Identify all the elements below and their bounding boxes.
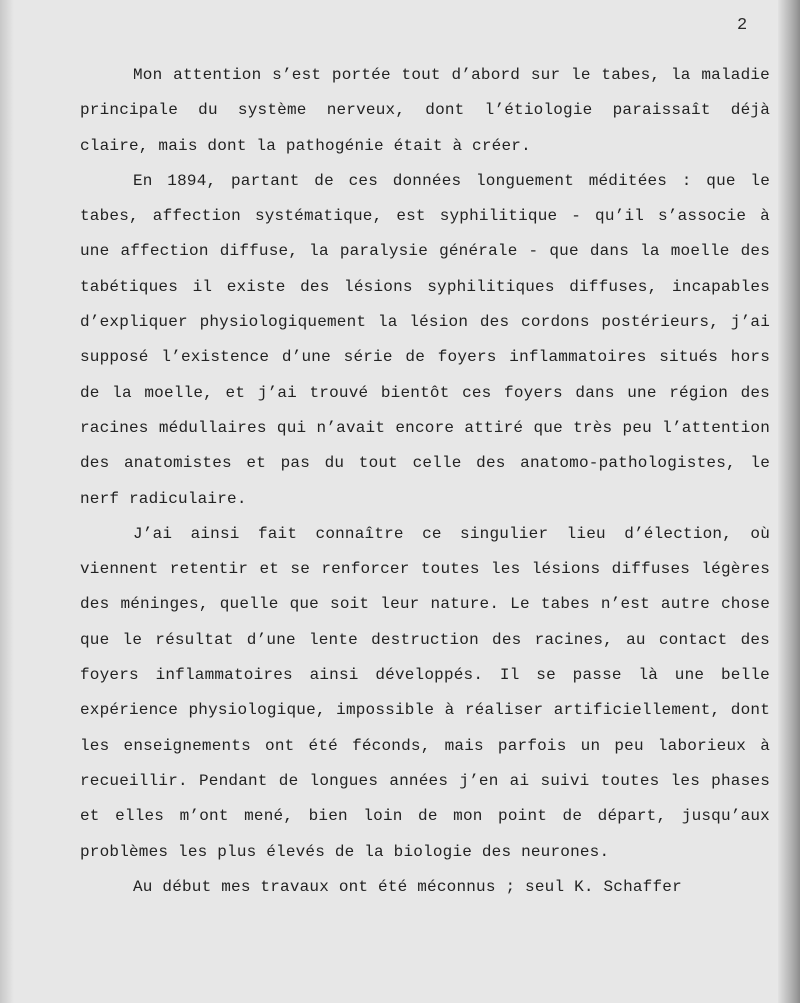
paragraph-2: En 1894, partant de ces données longuement méditées : que le tabes, affection systématique, est syphilitique - qu’il s’associe à une affection diffuse, la paralysie générale - que dans la moelle des tabétiques il existe des lésions syphilitiques diffuses, incapables d’expliquer physiologiquement la lésion des cordons postérieurs, j’ai supposé l’existence d’une série de foyers inflammatoires situés hors de la moelle, et j’ai trouvé bientôt ces foyers dans une région des racines médullaires qui n’avait encore attiré que très peu l’attention des anatomistes et pas du tout celle des anatomo-pathologistes, le nerf radiculaire. <box>80 171 770 508</box>
body-text <box>80 58 770 905</box>
paragraph-4: Au début mes travaux ont été méconnus ; seul K. Schaffer <box>133 877 682 896</box>
paragraph-3: J’ai ainsi fait connaître ce singulier lieu d’élection, où viennent retentir et se renforcer toutes les lésions diffuses légères des méninges, quelle que soit leur nature. Le tabes n’est autre chose que le résultat d’une lente destruction des racines, au contact des foyers inflammatoires ainsi développés. Il se passe là une belle expérience physiologique, impossible à réaliser artificiellement, dont les enseignements ont été féconds, mais parfois un peu laborieux à recueillir. Pendant de longues années j’en ai suivi toutes les phases et elles m’ont mené, bien loin de mon point de départ, jusqu’aux problèmes les plus élevés de la biologie des neurones. <box>80 524 770 861</box>
page-number: 2 <box>737 16 748 35</box>
paragraph-1: Mon attention s’est portée tout d’abord sur le tabes, la maladie principale du système nerveux, dont l’étiologie paraissaît déjà claire, mais dont la pathogénie était à créer. <box>80 66 770 155</box>
